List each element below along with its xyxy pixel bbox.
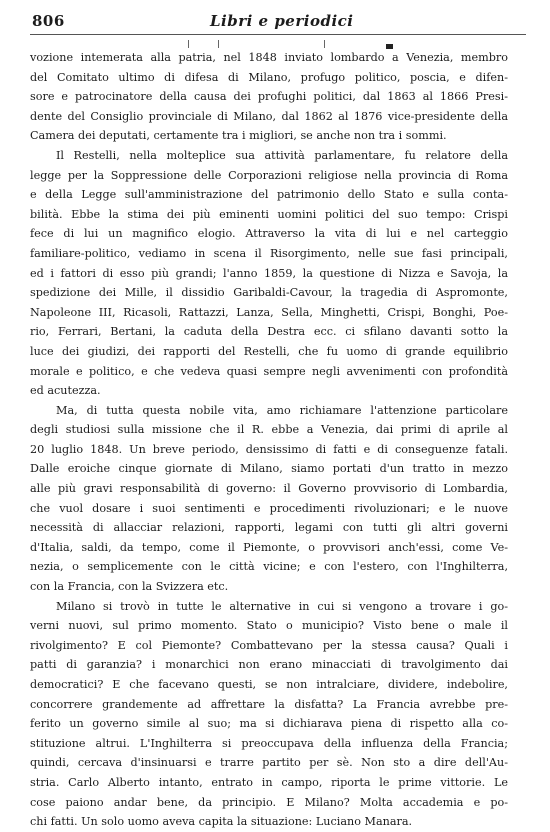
header-rule <box>30 34 526 35</box>
text-line: stituzione altrui. L'Inghilterra si preoccupava della influenza della Francia; <box>30 736 508 750</box>
text-line: stria. Carlo Alberto intanto, entrato in campo, riporta le prime vittorie. Le <box>30 775 508 789</box>
text-line: Dalle eroiche cinque giornate di Milano, siamo portati d'un tratto in mezzo <box>30 462 508 476</box>
text-line: ferito un governo simile al suo; ma si dichiarava piena di rispetto alla co- <box>30 717 508 731</box>
text-line: Il Restelli, nella molteplice sua attività parlamentare, fu relatore della <box>56 148 508 162</box>
running-title: Libri e periodici <box>210 12 354 30</box>
text-line: bilità. Ebbe la stima dei più eminenti uomini politici del suo tempo: Crispi <box>30 207 508 221</box>
text-line: morale e politico, e che vedeva quasi sempre negli avvenimenti con profondità <box>30 364 508 378</box>
text-line: vozione intemerata alla patria, nel 1848 inviato lombardo a Venezia, membro <box>30 51 508 64</box>
text-line: legge per la Soppressione delle Corporazioni religiose nella provincia di Roma <box>30 168 508 182</box>
text-line: ed i fattori di esso più grandi; l'anno 1859, la questione di Nizza e Savoja, la <box>30 266 508 280</box>
text-line: e della Legge sull'amministrazione del patrimonio dello Stato e sulla conta- <box>30 188 508 202</box>
scan-artifact <box>324 40 325 48</box>
text-line: che vuol dosare i suoi sentimenti e procedimenti rivoluzionari; e le nuove <box>30 501 508 515</box>
text-line: necessità di allacciar relazioni, rapporti, legami con tutti gli altri governi <box>30 521 508 535</box>
text-line: quindi, cercava d'insinuarsi e trarre partito per sè. Non sto a dire dell'Au- <box>30 756 508 770</box>
text-line: rio, Ferrari, Bertani, la caduta della Destra ecc. ci sfilano davanti sotto la <box>30 325 508 339</box>
text-line: sore e patrocinatore della causa dei profughi politici, dal 1863 al 1866 Presi- <box>30 90 508 104</box>
page-header <box>30 10 530 32</box>
text-line: patti di garanzia? i monarchici non erano minacciati di travolgimento dai <box>30 658 508 672</box>
text-line: luce dei giudizi, dei rapporti del Restelli, che fu uomo di grande equilibrio <box>30 344 508 358</box>
text-line: fece di lui un magnifico elogio. Attraverso la vita di lui e nel carteggio <box>30 227 508 241</box>
text-line: cose paiono andar bene, da principio. E Milano? Molta accademia e po- <box>30 795 508 809</box>
text-line: d'Italia, saldi, da tempo, come il Piemonte, o provvisori anch'essi, come Ve- <box>30 540 508 554</box>
text-line: del Comitato ultimo di difesa di Milano, profugo politico, poscia, e difen- <box>30 70 508 84</box>
text-line: Camera dei deputati, certamente tra i migliori, se anche non tra i sommi. <box>30 129 447 143</box>
text-line: Napoleone III, Ricasoli, Rattazzi, Lanza, Sella, Minghetti, Crispi, Bonghi, Poe- <box>30 305 508 319</box>
text-line: verni nuovi, sul primo momento. Stato o municipio? Visto bene o male il <box>30 619 508 633</box>
text-line: rivolgimento? E col Piemonte? Combattevano per la stessa causa? Quali i <box>30 638 508 652</box>
text-line: Milano si trovò in tutte le alternative in cui si vengono a trovare i go- <box>56 599 508 613</box>
text-line: Ma, di tutta questa nobile vita, amo richiamare l'attenzione particolare <box>56 403 508 417</box>
paragraph <box>30 597 508 832</box>
text-line: ed acutezza. <box>30 384 101 398</box>
paragraph <box>30 401 508 597</box>
text-line: con la Francia, con la Svizzera etc. <box>30 580 229 594</box>
text-line: nezia, o semplicemente con le città vicine; e con l'estero, con l'Inghilterra, <box>30 560 508 574</box>
scan-artifact <box>188 40 189 48</box>
text-line: concorrere grandemente ad affrettare la disfatta? La Francia avrebbe pre- <box>30 697 508 711</box>
scan-artifact <box>218 40 219 48</box>
text-line: dente del Consiglio provinciale di Milano, dal 1862 al 1876 vice-presidente della <box>30 109 508 123</box>
text-line: familiare-politico, vediamo in scena il Risorgimento, nelle sue fasi principali, <box>30 246 508 260</box>
paragraph <box>30 146 508 401</box>
text-line: alle più gravi responsabilità di governo: il Governo provvisorio di Lombardia, <box>30 482 508 496</box>
text-line: degli studiosi sulla missione che il R. ebbe a Venezia, dai primi di aprile al <box>30 423 508 437</box>
paragraph <box>30 48 508 146</box>
text-line: 20 luglio 1848. Un breve periodo, densissimo di fatti e di conseguenze fatali. <box>30 442 508 456</box>
text-line: spedizione dei Mille, il dissidio Garibaldi-Cavour, la tragedia di Aspromonte, <box>30 286 508 300</box>
page-number: 806 <box>32 12 65 30</box>
text-line: chi fatti. Un solo uomo aveva capita la situazione: Luciano Manara. <box>30 815 413 829</box>
text-line: democratici? E che facevano questi, se non intralciare, dividere, indebolire, <box>30 678 508 691</box>
article-body <box>30 48 508 832</box>
